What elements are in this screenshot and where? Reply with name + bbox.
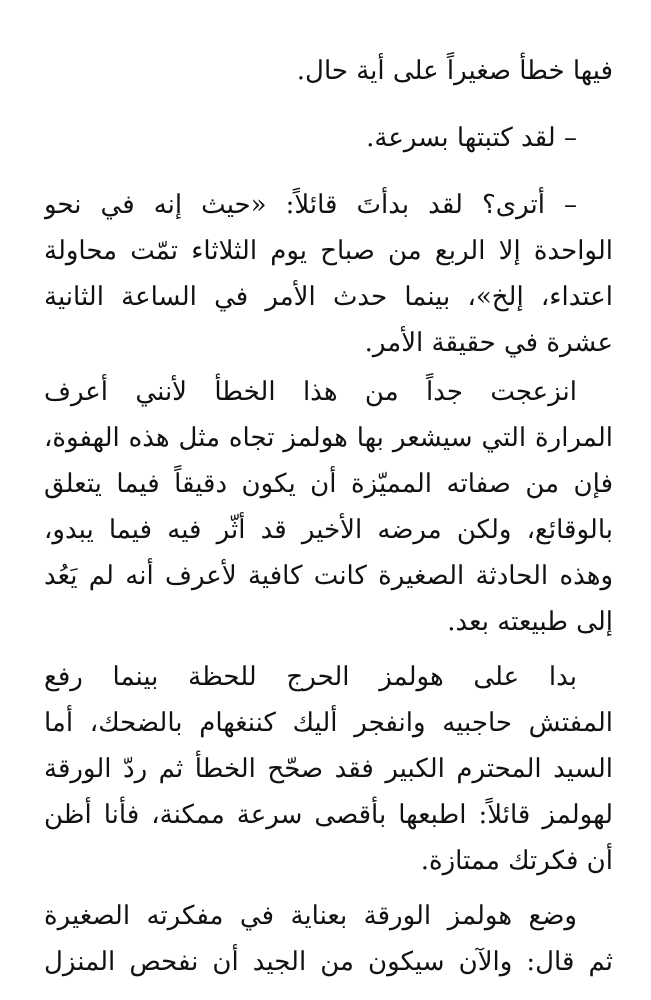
text-line: – لقد كتبتها بسرعة. <box>366 123 577 153</box>
text-line: وضع هولمز الورقة بعناية في مفكرته الصغيرة <box>44 901 577 931</box>
text-line: فإن من صفاته المميّزة أن يكون دقيقاً فيما يتعلق <box>44 469 613 499</box>
text-line: – أترى؟ لقد بدأتَ قائلاً: «حيث إنه في نحو <box>44 190 577 220</box>
text-line: فيها خطأ صغيراً على أية حال. <box>296 56 613 86</box>
text-line: الواحدة إلا الربع من صباح يوم الثلاثاء تمّت محاولة <box>44 236 613 266</box>
text-line: بدا على هولمز الحرج للحظة بينما رفع <box>44 662 577 692</box>
text-line: إلى طبيعته بعد. <box>447 607 613 637</box>
text-line: وهذه الحادثة الصغيرة كانت كافية لأعرف أنه لم يَعُد <box>44 561 613 591</box>
paragraph-2 <box>44 115 613 161</box>
text-line: المرارة التي سيشعر بها هولمز تجاه مثل هذه الهفوة، <box>44 423 613 453</box>
text-line: ثم قال: والآن سيكون من الجيد أن نفحص المنزل <box>44 947 613 977</box>
text-line: اعتداء، إلخ»، بينما حدث الأمر في الساعة الثانية <box>44 282 613 312</box>
paragraph-4 <box>44 369 613 645</box>
paragraph-6 <box>44 893 613 985</box>
text-line: لهولمز قائلاً: اطبعها بأقصى سرعة ممكنة، فأنا أظن <box>44 800 613 830</box>
text-line: المفتش حاجبيه وانفجر أليك كننغهام بالضحك، أما <box>44 708 613 738</box>
text-line: السيد المحترم الكبير فقد صحّح الخطأ ثم ردّ الورقة <box>44 754 613 784</box>
paragraph-3 <box>44 182 613 366</box>
text-line: عشرة في حقيقة الأمر. <box>364 328 613 358</box>
paragraph-5 <box>44 654 613 884</box>
text-line: بالوقائع، ولكن مرضه الأخير قد أثّر فيه فيما يبدو، <box>44 515 613 545</box>
paragraph-1 <box>44 48 613 94</box>
text-line: انزعجت جداً من هذا الخطأ لأنني أعرف <box>44 377 577 407</box>
text-line: أن فكرتك ممتازة. <box>420 846 613 876</box>
